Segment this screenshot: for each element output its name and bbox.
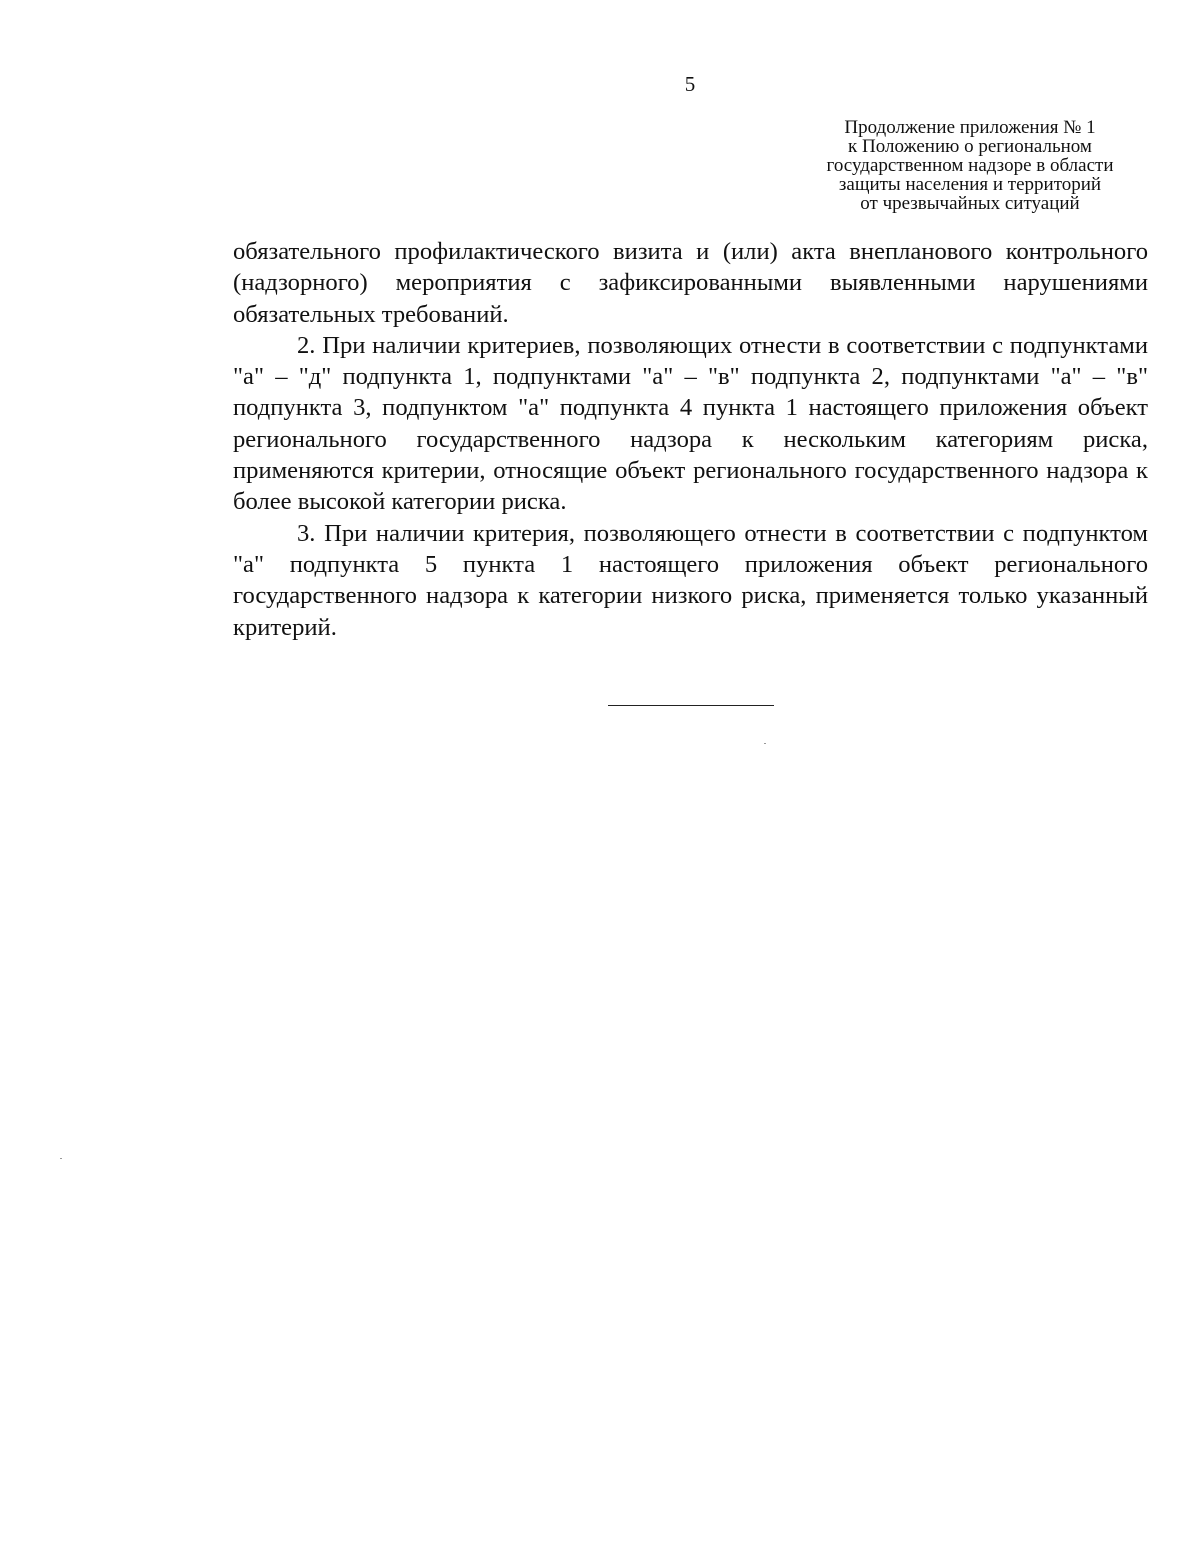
paragraph-item-3: 3. При наличии критерия, позволяющего отнести в соответствии с подпунктом "а" подпункта 5 пункта 1 настоящего приложения объект регионального государственного надзора к категории низкого риска, применяется только указанный критерий.: [233, 519, 1148, 641]
appendix-header-line: Продолжение приложения № 1: [844, 117, 1096, 138]
appendix-header-line: от чрезвычайных ситуаций: [860, 193, 1080, 214]
appendix-header: [780, 118, 1160, 213]
appendix-header-line: к Положению о региональном: [848, 136, 1092, 157]
appendix-header-line: защиты населения и территорий: [838, 174, 1102, 195]
page-number: 5: [684, 72, 696, 96]
end-of-document-rule: [608, 705, 774, 706]
document-body: [233, 236, 1148, 643]
scan-speck: [764, 743, 766, 744]
paragraph-item-2: 2. При наличии критериев, позволяющих отнести в соответствии с подпунктами "а" – "д" подпункта 1, подпунктами "а" – "в" подпункта 2, подпунктами "а" – "в" подпункта 3, подпунктом "а" подпункта 4 пункта 1 настоящего приложения объект регионального государственного надзора к нескольким категориям риска, применяются критерии, относящие объект регионального государственного надзора к более высокой категории риска.: [233, 331, 1148, 516]
appendix-header-line: государственном надзоре в области: [826, 155, 1114, 176]
scan-speck: [60, 1158, 62, 1159]
paragraph-continuation: обязательного профилактического визита и (или) акта внепланового контрольного (надзорного) мероприятия с зафиксированными выявленными нарушениями обязательных требований.: [233, 238, 1148, 328]
